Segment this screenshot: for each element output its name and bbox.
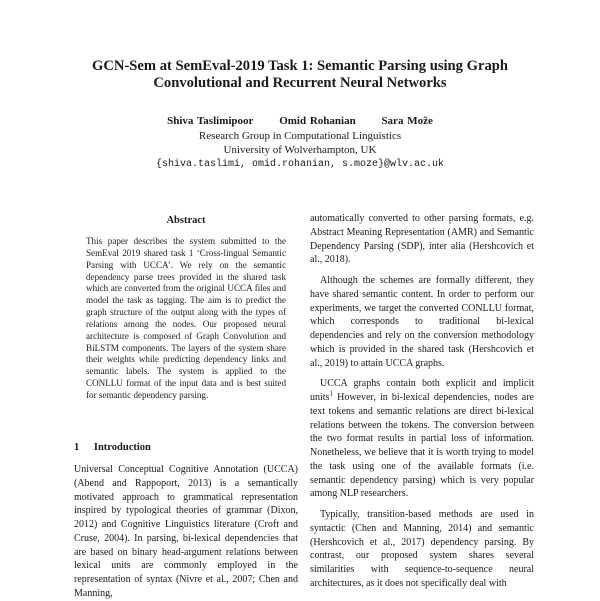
title-line-1: GCN-Sem at SemEval-2019 Task 1: Semantic Parsing using Graph <box>92 58 508 74</box>
section-heading <box>74 442 151 453</box>
footnote-marker[interactable]: 1 <box>329 389 333 398</box>
title-line-2: Convolutional and Recurrent Neural Networks <box>153 75 447 91</box>
section-number: 1 <box>74 442 80 453</box>
section-title: Introduction <box>93 442 151 453</box>
paragraph: automatically converted to other parsing formats, e.g. Abstract Meaning Representation (AMR) and Semantic Dependency Parsing (SDP), inter alia (Hershcovich et al., 2018). <box>310 213 534 266</box>
abstract-heading: Abstract <box>166 215 206 226</box>
author-list <box>0 114 600 128</box>
paragraph <box>310 377 534 501</box>
paragraph-text: UCCA graphs contain both explicit and implicit units <box>310 378 534 403</box>
paragraph-text: However, in bi-lexical dependencies, nodes are text tokens and semantic relations are direct bi-lexical relations between the tokens. The conversion between the two format results in partial loss of information. Nonetheless, we believe that it is worth trying to model the task using one of the available formats (i.e. semantic dependency parsing) which is very popular among NLP researchers. <box>310 392 534 500</box>
paragraph: Although the schemes are formally different, they have shared semantic content. In order to perform our experiments, we target the converted CONLLU format, which corresponds to traditional bi-lexical dependencies and rely on the conversion methodology which is provided in the shared task (Hershcovich et al., 2019) to attain UCCA graphs. <box>310 275 534 369</box>
paragraph: Universal Conceptual Cognitive Annotation (UCCA) (Abend and Rappoport, 2013) is a semantically motivated approach to grammatical representation inspired by typological theories of grammar (Dixon, 2012) and Cognitive Linguistics literature (Croft and Cruse, 2004). In parsing, bi-lexical dependencies that are based on binary head-argument relations between lexical units are commonly employed in the representation of syntax (Nivre et al., 2007; Chen and Manning, <box>74 464 298 599</box>
right-column <box>310 212 534 591</box>
introduction-text <box>74 463 298 601</box>
author-name: Omid Rohanian <box>279 115 356 127</box>
abstract-text: This paper describes the system submitted to the SemEval 2019 shared task 1 ‘Cross-lingual Semantic Parsing with UCCA’. We rely on the semantic dependency parse trees provided in the shared task which are converted from the original UCCA files and model the task as tagging. The aim is to predict the graph structure of the output along with the types of relations among the nodes. Our proposed neural architecture is composed of Graph Convolution and BiLSTM components. The layers of the system share their weights while predicting dependency links and semantic labels. The system is applied to the CONLLU format of the input data and is best suited for semantic dependency parsing. <box>86 236 286 400</box>
paper-title <box>0 58 600 92</box>
affiliation-line-2: University of Wolverhampton, UK <box>223 144 377 156</box>
author-name: Sara Može <box>381 115 433 127</box>
author-emails: {shiva.taslimi, omid.rohanian, s.moze}@wlv.ac.uk <box>155 159 445 170</box>
paragraph: Typically, transition-based methods are used in syntactic (Chen and Manning, 2014) and semantic (Hershcovich et al., 2017) dependency parsing. By contrast, our proposed system shares several similarities with sequence-to-sequence neural architectures, as it does not specifically deal with <box>310 509 534 589</box>
affiliation-line-1: Research Group in Computational Linguistics <box>198 130 402 142</box>
author-name: Shiva Taslimipoor <box>167 115 254 127</box>
